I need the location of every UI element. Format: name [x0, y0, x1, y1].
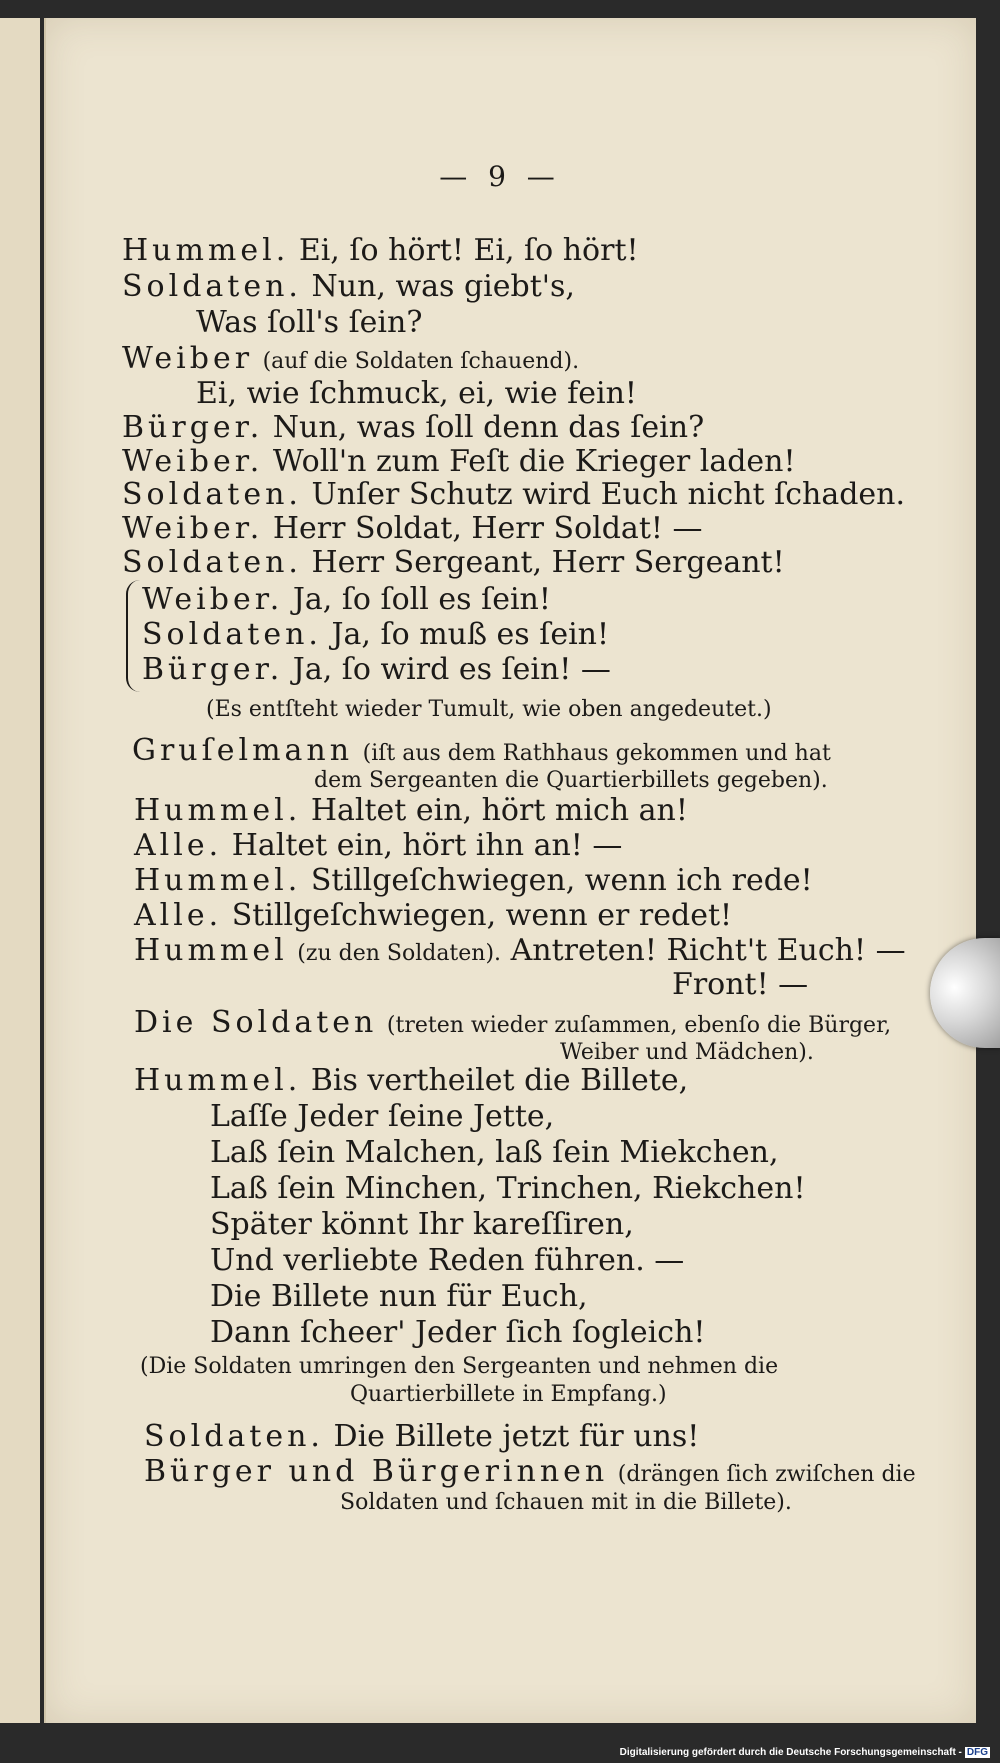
line-text: Haltet ein, hört ihn an! —	[231, 828, 623, 863]
text-line	[134, 934, 906, 971]
stage-direction: (zu den Soldaten).	[297, 941, 502, 966]
text-line	[134, 899, 732, 933]
stage-direction: Weiber und Mädchen).	[560, 1040, 814, 1065]
speaker-name: Alle.	[134, 898, 223, 933]
stage-direction: (treten wieder zuſammen, ebenſo die Bürger,	[386, 1013, 892, 1038]
dfg-logo: DFG	[966, 1747, 988, 1758]
speaker-name: Alle.	[134, 828, 223, 863]
line-text: Antreten! Richt't Euch! —	[510, 933, 906, 968]
speaker-name: Soldaten.	[122, 545, 302, 580]
line-text: Herr Sergeant, Herr Sergeant!	[311, 545, 785, 580]
line-text: Später könnt Ihr kareſſiren,	[210, 1207, 634, 1242]
text-line	[122, 342, 579, 379]
line-text: Herr Soldat, Herr Soldat! —	[272, 511, 703, 546]
page-number: — 9 —	[439, 160, 561, 193]
speaker-name: Hummel.	[134, 793, 302, 828]
text-line	[350, 1378, 667, 1412]
line-text: Front! —	[672, 967, 809, 1002]
footer-text: Digitalisierung gefördert durch die Deutsche Forschungsgemeinschaft -	[619, 1747, 962, 1758]
line-text: Laſſe Jeder ſeine Jette,	[210, 1099, 555, 1134]
text-line	[206, 693, 772, 727]
speaker-name: Hummel.	[134, 863, 302, 898]
line-text: Laß ſein Minchen, Trinchen, Riekchen!	[210, 1171, 806, 1206]
stage-direction: dem Sergeanten die Quartierbillets gegeben).	[314, 768, 828, 793]
stage-direction: (Die Soldaten umringen den Sergeanten und nehmen die	[140, 1354, 779, 1379]
text-line	[134, 829, 622, 863]
text-line	[144, 1420, 699, 1454]
footer-credit	[620, 1747, 990, 1758]
text-line	[672, 968, 808, 1002]
brace-bracket	[126, 580, 142, 692]
speaker-name: Bürger.	[122, 410, 264, 445]
text-line	[210, 1244, 684, 1278]
line-text: Ja, ſo ſoll es ſein!	[292, 582, 551, 617]
stage-direction: (Es entſteht wieder Tumult, wie oben angedeutet.)	[206, 697, 772, 722]
text-line	[122, 234, 639, 268]
speaker-name: Soldaten.	[122, 269, 302, 304]
line-text: Und verliebte Reden führen. —	[210, 1243, 685, 1278]
speaker-name: Die Soldaten	[134, 1005, 378, 1040]
speaker-name: Weiber.	[142, 582, 284, 617]
line-text: Ei, wie ſchmuck, ei, wie fein!	[196, 376, 637, 411]
line-text: Dann ſcheer' Jeder ſich ſogleich!	[210, 1315, 706, 1350]
text-line	[122, 270, 575, 304]
speaker-name: Soldaten.	[142, 617, 322, 652]
speaker-name: Bürger.	[142, 652, 284, 687]
speaker-name: Weiber.	[122, 444, 264, 479]
stage-direction: (iſt aus dem Rathhaus gekommen und hat	[362, 741, 831, 766]
stage-direction: (drängen ſich zwiſchen die	[617, 1462, 916, 1487]
text-line	[196, 306, 422, 340]
text-line	[340, 1486, 792, 1520]
text-line	[122, 445, 796, 479]
line-text: Bis vertheilet die Billete,	[310, 1063, 689, 1098]
text-line	[142, 618, 609, 652]
text-line	[210, 1208, 634, 1242]
text-line	[134, 794, 688, 828]
text-line	[122, 512, 702, 546]
text-line	[210, 1172, 806, 1206]
text-line	[134, 1064, 688, 1098]
text-line	[210, 1136, 779, 1170]
line-text: Nun, was ſoll denn das ſein?	[272, 410, 705, 445]
speaker-name: Bürger und Bürgerinnen	[144, 1454, 609, 1489]
line-text: Die Billete jetzt für uns!	[333, 1419, 700, 1454]
line-text: Unſer Schutz wird Euch nicht ſchaden.	[311, 477, 906, 512]
text-line	[142, 583, 551, 617]
speaker-name: Hummel.	[122, 233, 290, 268]
line-text: Nun, was giebt's,	[311, 269, 575, 304]
line-text: Stillgeſchwiegen, wenn er redet!	[231, 898, 733, 933]
text-line	[122, 478, 905, 512]
speaker-name: Soldaten.	[122, 477, 302, 512]
text-line	[210, 1280, 588, 1314]
text-line	[196, 377, 637, 411]
speaker-name: Weiber	[122, 341, 254, 376]
text-line	[210, 1316, 705, 1350]
left-page-edge	[0, 18, 40, 1723]
stage-direction: (auf die Soldaten ſchauend).	[262, 349, 580, 374]
speaker-name: Gruſelmann	[132, 733, 354, 768]
line-text: Die Billete nun für Euch,	[210, 1279, 588, 1314]
text-line	[122, 411, 704, 445]
stage-direction: Soldaten und ſchauen mit in die Billete).	[340, 1490, 792, 1515]
line-text: Ja, ſo muß es ſein!	[331, 617, 610, 652]
speaker-name: Hummel	[134, 933, 288, 968]
stage-direction: Quartierbillete in Empfang.)	[350, 1382, 667, 1407]
text-line	[122, 546, 785, 580]
text-line	[210, 1100, 554, 1134]
speaker-name: Hummel.	[134, 1063, 302, 1098]
speaker-name: Soldaten.	[144, 1419, 324, 1454]
text-line	[142, 653, 611, 687]
text-line	[134, 864, 813, 898]
line-text: Stillgeſchwiegen, wenn ich rede!	[310, 863, 813, 898]
line-text: Ei, ſo hört! Ei, ſo hört!	[298, 233, 639, 268]
line-text: Was ſoll's ſein?	[196, 305, 423, 340]
line-text: Woll'n zum Feſt die Krieger laden!	[272, 444, 796, 479]
line-text: Laß ſein Malchen, laß ſein Miekchen,	[210, 1135, 779, 1170]
line-text: Ja, ſo wird es ſein! —	[292, 652, 611, 687]
speaker-name: Weiber.	[122, 511, 264, 546]
line-text: Haltet ein, hört mich an!	[310, 793, 688, 828]
